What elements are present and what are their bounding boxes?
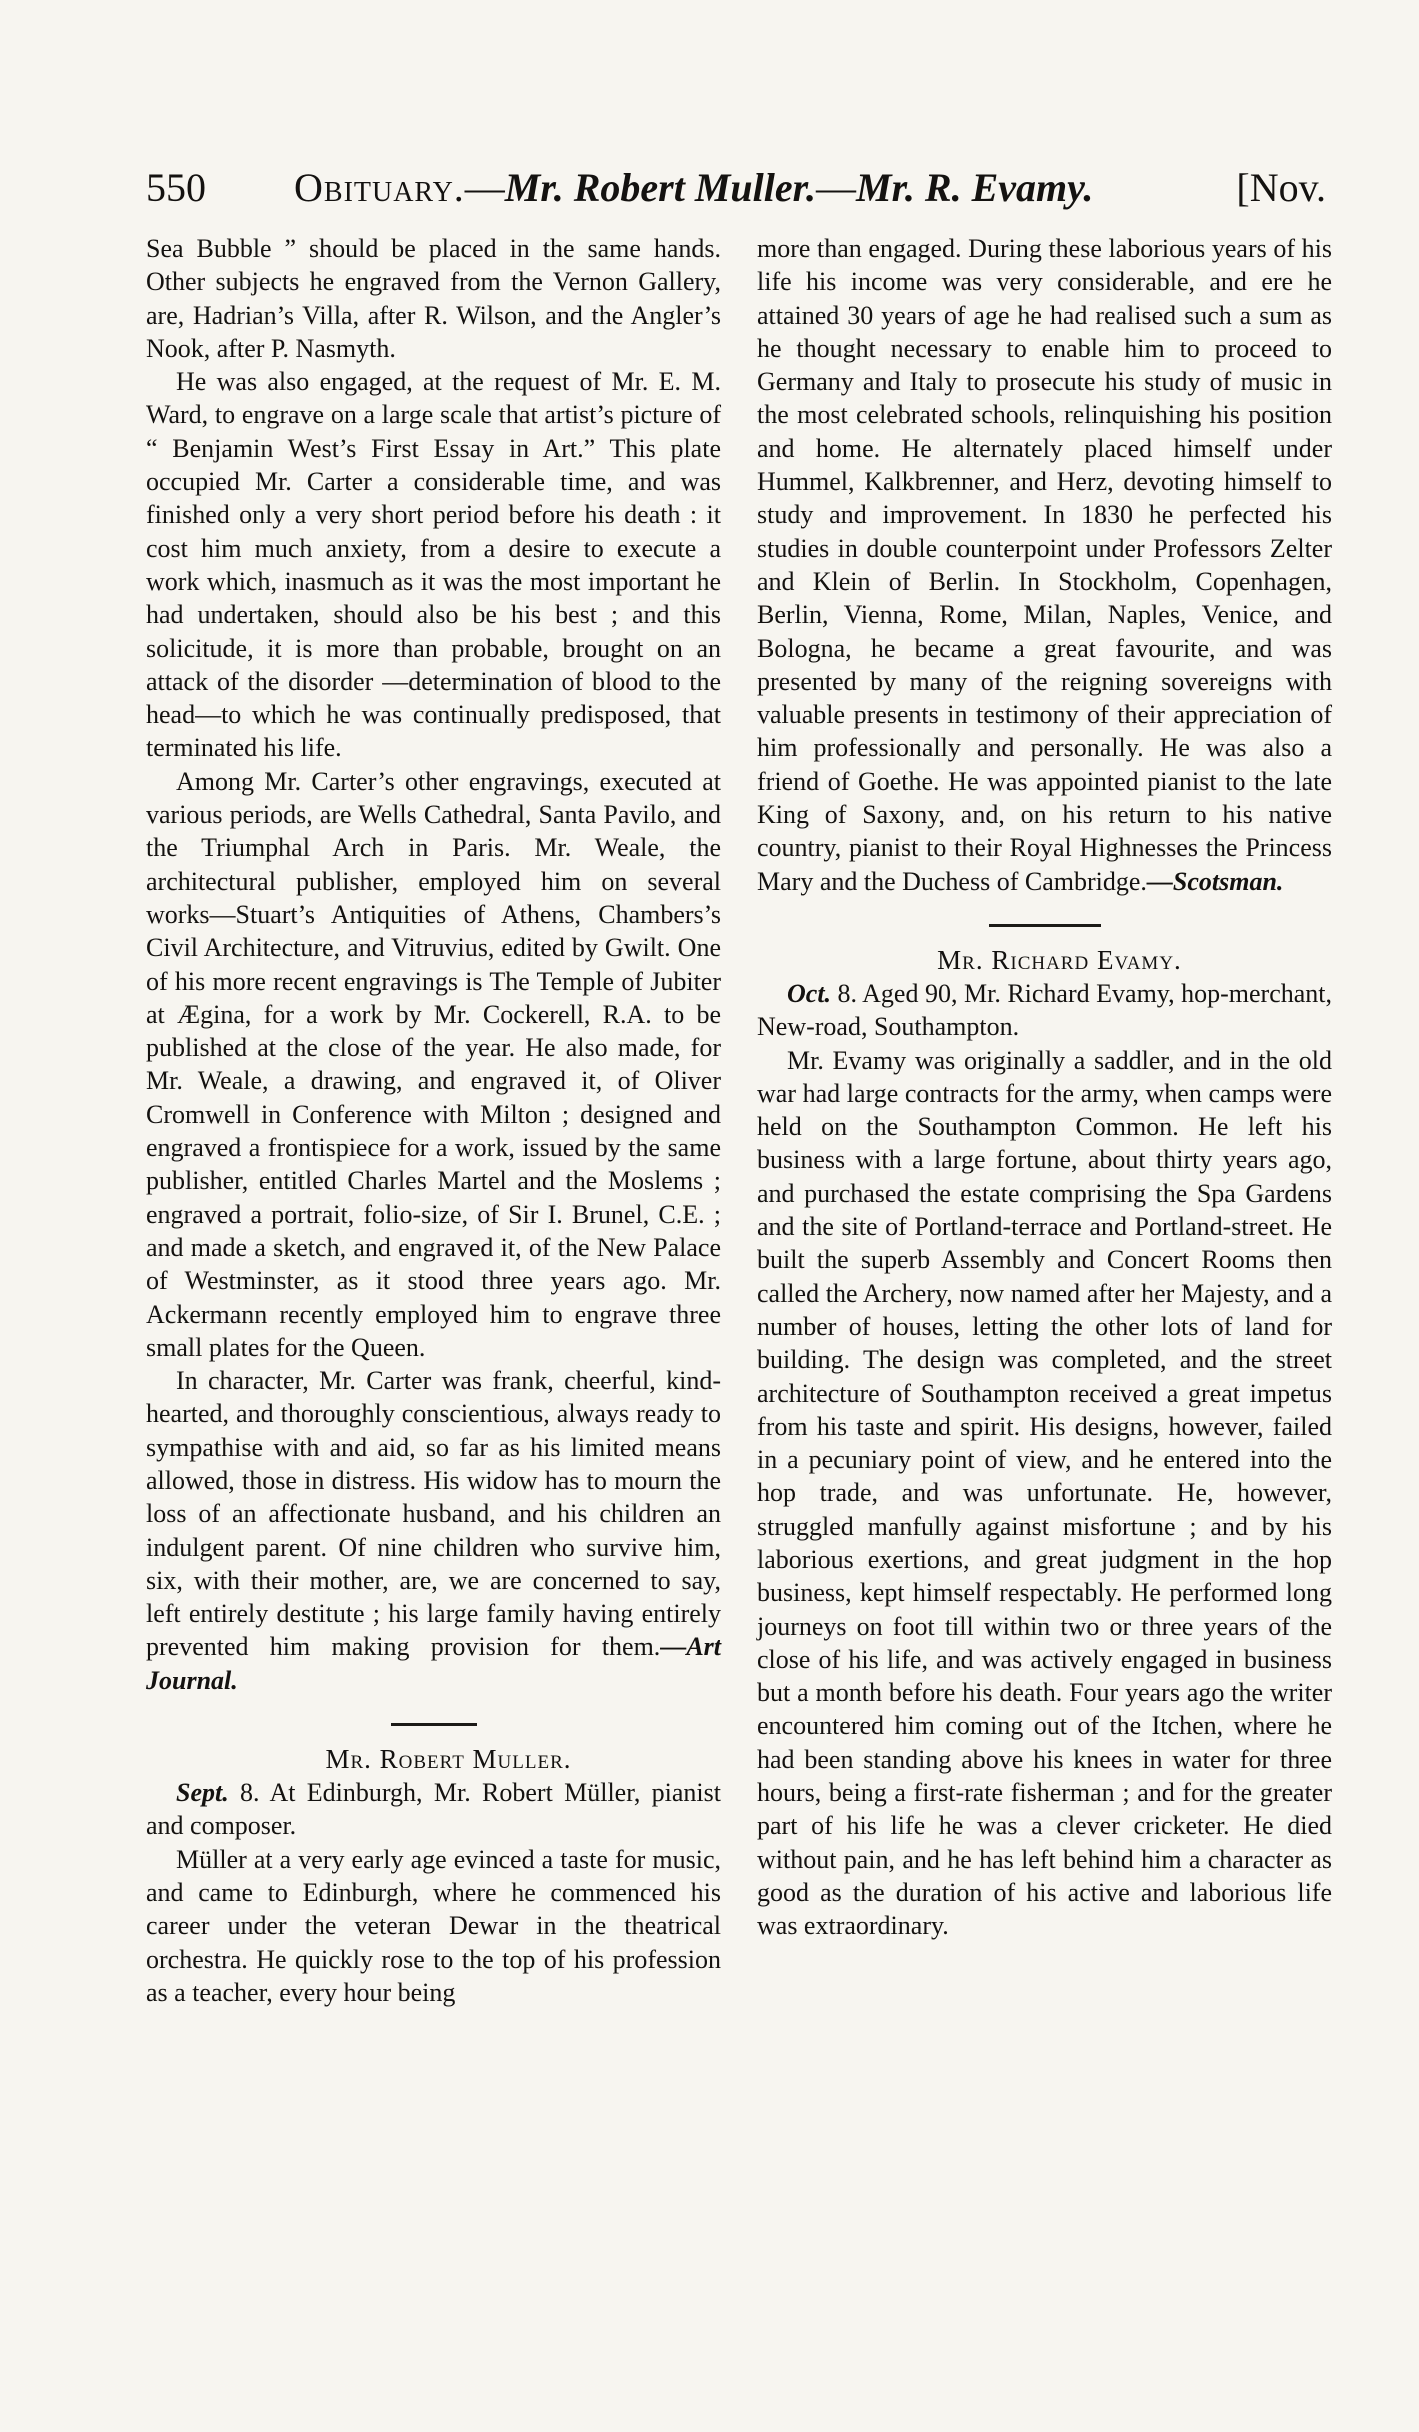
- page-number: 550: [146, 165, 206, 210]
- paragraph: He was also engaged, at the request of Mr. E. M. Ward, to engrave on a large scale that artist’s picture of “ Benjamin West’s First Essay in Art.” This plate occupied Mr. Carter a considerable time, and was finished only a very short period before his death : it cost him much anxiety, from a desire to execute a work which, inasmuch as it was the most important he had undertaken, should also be his best ; and this solicitude, it is more than probable, brought on an attack of the disorder —determination of blood to the head—to which he was continually predisposed, that terminated his life.: [146, 367, 721, 763]
- obituary-heading-muller: Mr. Robert Muller.: [325, 1744, 572, 1775]
- paragraph: [146, 1364, 721, 1697]
- right-column: [757, 232, 1332, 1943]
- obituary-date: Oct.: [787, 978, 832, 1008]
- running-title: [294, 160, 1093, 216]
- title-dash: —: [464, 165, 505, 210]
- paragraph-text: more than engaged. During these laborious years of his life his income was very considerable, and ere he attained 30 years of age he had realised such a sum as he thought necessary to enable him to proceed to Germany and Italy to prosecute his study of music in the most celebrated schools, relinquishing his position and home. He alternately placed himself under Hummel, Kalkbrenner, and Herz, devoting himself to study and improvement. In 1830 he perfected his studies in double counterpoint under Professors Zelter and Klein of Berlin. In Stockholm, Copenhagen, Berlin, Vienna, Rome, Milan, Naples, Venice, and Bologna, he became a great favourite, and was presented by many of the reigning sovereigns with valuable presents in testimony of their appreciation of him professionally and personally. He was also a friend of Goethe. He was appointed pianist to the late King of Saxony, and, on his return to his native country, pianist to their Royal Highnesses the Princess Mary and the Duchess of Cambridge.: [757, 234, 1332, 896]
- title-name-evamy: Mr. R. Evamy.: [856, 165, 1094, 210]
- paragraph: Müller at a very early age evinced a taste for music, and came to Edinburgh, where he commenced his career under the veteran Dewar in the theatrical orchestra. He quickly rose to the top of his profession as a teacher, every hour being: [146, 1844, 721, 2007]
- paragraph: Sea Bubble ” should be placed in the same hands. Other subjects he engraved from the Vernon Gallery, are, Hadrian’s Villa, after R. Wilson, and the Angler’s Nook, after P. Nasmyth.: [146, 234, 721, 363]
- title-dash: —: [816, 165, 856, 210]
- obituary-intro: [757, 977, 1332, 1044]
- header-month: [Nov.: [1236, 165, 1326, 210]
- paragraph: [757, 232, 1332, 898]
- obituary-intro-text: 8. Aged 90, Mr. Richard Evamy, hop-merchant, New-road, Southampton.: [757, 978, 1332, 1042]
- running-header: [146, 160, 1326, 220]
- obituary-intro-text: 8. At Edinburgh, Mr. Robert Müller, pianist and composer.: [146, 1778, 721, 1841]
- obituary-intro: [146, 1776, 721, 1843]
- obituary-date: Sept.: [176, 1778, 229, 1808]
- paragraph-text: In character, Mr. Carter was frank, cheerful, kind-hearted, and thoroughly conscientious, always ready to sympathise with and aid, so far as his limited means allowed, those in distress. His widow has to mourn the loss of an affectionate husband, and his children an indulgent parent. Of nine children who survive him, six, with their mother, are, we are concerned to say, left entirely destitute ; his large family having entirely prevented him making provision for them.: [146, 1366, 721, 1662]
- source-attribution: —Art Journal.: [146, 1632, 721, 1695]
- section-divider: [391, 1723, 477, 1726]
- left-column: [146, 232, 721, 2009]
- title-name-muller: Mr. Robert Muller.: [504, 165, 816, 210]
- paragraph: Mr. Evamy was originally a saddler, and in the old war had large contracts for the army, when camps were held on the Southampton Common. He left his business with a large fortune, about thirty years ago, and purchased the estate comprising the Spa Gardens and the site of Portland-terrace and Portland-street. He built the superb Assembly and Concert Rooms then called the Archery, now named after her Majesty, and a number of houses, letting the other lots of land for building. The design was completed, and the street architecture of Southampton received a great impetus from his taste and spirit. His designs, however, failed in a pecuniary point of view, and he entered into the hop trade, and was unfortunate. He, however, struggled manfully against misfortune ; and by his laborious exertions, and great judgment in the hop business, kept himself respectably. He performed long journeys on foot till within two or three years of the close of his life, and was actively engaged in business but a month before his death. Four years ago the writer encountered him coming out of the Itchen, where he had been standing above his knees in water for three hours, being a first-rate fisherman ; and for the greater part of his life he was a clever cricketer. He died without pain, and he has left behind him a character as good as the duration of his active and laborious life was extraordinary.: [757, 1045, 1332, 1941]
- section-title: Obituary.: [294, 165, 465, 210]
- source-attribution: —Scotsman.: [1146, 866, 1284, 896]
- paragraph: Among Mr. Carter’s other engravings, executed at various periods, are Wells Cathedral, Santa Pavilo, and the Triumphal Arch in Paris. Mr. Weale, the architectural publisher, employed him on several works—Stuart’s Antiquities of Athens, Chambers’s Civil Architecture, and Vitruvius, edited by Gwilt. One of his more recent engravings is The Temple of Jubiter at Ægina, for a work by Mr. Cockerell, R.A. to be published at the close of the year. He also made, for Mr. Weale, a drawing, and engraved it, of Oliver Cromwell in Conference with Milton ; designed and engraved a frontispiece for a work, issued by the same publisher, entitled Charles Martel and the Moslems ; engraved a portrait, folio-size, of Sir I. Brunel, C.E. ; and made a sketch, and engraved it, of the New Palace of Westminster, as it stood three years ago. Mr. Ackermann recently employed him to engrave three small plates for the Queen.: [146, 766, 721, 1362]
- section-divider: [989, 924, 1101, 927]
- obituary-heading-evamy: Mr. Richard Evamy.: [937, 944, 1182, 975]
